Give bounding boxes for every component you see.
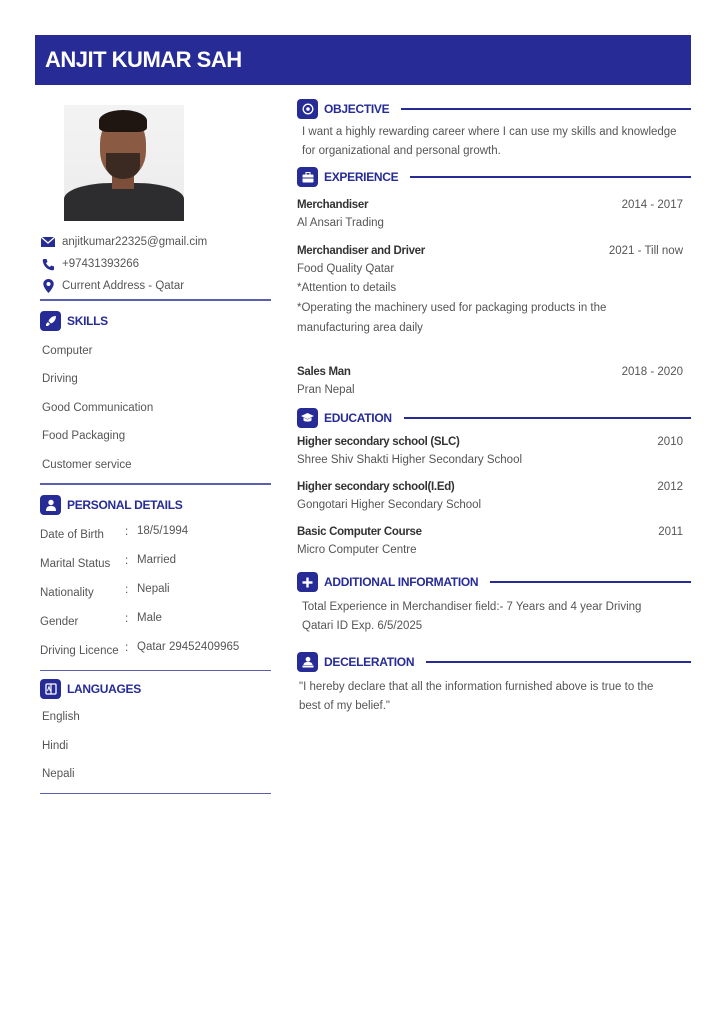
- section-rule: [404, 417, 691, 419]
- detail-row-gender: [40, 608, 271, 637]
- additional-info-heading: [297, 570, 691, 594]
- education-entry: [297, 432, 691, 470]
- detail-colon: :: [125, 555, 129, 567]
- graduation-cap-icon: [297, 408, 318, 428]
- skill-item: Food Packaging: [42, 430, 126, 442]
- left-column: [40, 105, 271, 794]
- detail-label: Marital Status: [40, 558, 111, 570]
- education-entry: [297, 477, 691, 515]
- plus-icon: [297, 572, 318, 592]
- section-rule: [490, 581, 691, 583]
- contact-address: [40, 275, 271, 297]
- education-school: Micro Computer Centre: [297, 544, 417, 556]
- detail-label: Nationality: [40, 587, 94, 599]
- skill-item: Customer service: [42, 458, 132, 471]
- skills-list: [40, 337, 271, 480]
- education-title-text: Higher secondary school(I.Ed): [297, 480, 455, 493]
- section-rule: [426, 661, 691, 663]
- personal-details-list: [40, 521, 271, 666]
- additional-info-line: Qatari ID Exp. 6/5/2025: [302, 620, 423, 632]
- declaration-text: "I hereby declare that all the information furnished above is true to the best of my belief.": [299, 681, 654, 712]
- skills-heading: [40, 309, 271, 333]
- education-school: Shree Shiv Shakti Higher Secondary School: [297, 454, 523, 466]
- divider: [40, 670, 271, 672]
- declaration-title: DECELERATION: [324, 655, 415, 669]
- personal-details-title: PERSONAL DETAILS: [67, 497, 183, 512]
- detail-colon: :: [125, 642, 129, 654]
- rocket-icon: [40, 311, 61, 331]
- location-pin-icon: [40, 279, 56, 293]
- briefcase-icon: [297, 167, 318, 187]
- candidate-name: ANJIT KUMAR SAH: [45, 47, 242, 72]
- language-item: English: [42, 711, 80, 723]
- job-title: Merchandiser: [297, 198, 369, 211]
- detail-row-dob: [40, 521, 271, 550]
- additional-info-line: Total Experience in Merchandiser field:- 7 Years and 4 year Driving: [302, 601, 642, 613]
- education-title-text: Higher secondary school (SLC): [297, 435, 460, 448]
- contact-email: [40, 231, 271, 253]
- right-column: [297, 97, 691, 716]
- job-company: Pran Nepal: [297, 384, 355, 396]
- job-company: Al Ansari Trading: [297, 217, 384, 229]
- objective-text: I want a highly rewarding career where I can use my skills and knowledge for organizational and personal growth.: [302, 126, 677, 157]
- divider: [40, 483, 271, 485]
- phone-icon: [40, 257, 56, 271]
- job-title: Merchandiser and Driver: [297, 244, 425, 257]
- detail-colon: :: [125, 584, 129, 596]
- education-heading: [297, 406, 691, 430]
- languages-heading: [40, 677, 271, 701]
- personal-details-heading: [40, 493, 271, 517]
- detail-label: Driving Licence: [40, 645, 119, 657]
- detail-value: 18/5/1994: [137, 525, 189, 537]
- skill-item: Computer: [42, 344, 93, 357]
- job-detail: *Attention to details: [297, 282, 397, 294]
- profile-photo: [64, 105, 184, 221]
- objective-title: OBJECTIVE: [324, 102, 390, 116]
- languages-list: [40, 703, 271, 789]
- detail-label: Gender: [40, 616, 79, 628]
- additional-info-text: [297, 598, 691, 636]
- divider: [40, 793, 271, 795]
- language-book-icon: [40, 679, 61, 699]
- detail-colon: :: [125, 526, 129, 538]
- detail-value: Qatar 29452409965: [137, 641, 240, 653]
- detail-value: Male: [137, 612, 162, 624]
- user-icon: [40, 495, 61, 515]
- section-rule: [410, 176, 691, 178]
- job-entry: [297, 241, 691, 338]
- resume-header: [35, 35, 691, 85]
- job-title: Sales Man: [297, 365, 351, 378]
- language-item: Nepali: [42, 768, 75, 780]
- objective-heading: [297, 97, 691, 121]
- contact-phone: [40, 253, 271, 275]
- job-entry: [297, 362, 691, 400]
- section-rule: [401, 108, 691, 110]
- detail-row-marital-status: [40, 550, 271, 579]
- experience-heading: [297, 165, 691, 189]
- contact-info: [40, 231, 271, 297]
- education-entry: [297, 522, 691, 560]
- education-title: EDUCATION: [324, 411, 392, 425]
- declaration-heading: [297, 650, 691, 674]
- address-text: Current Address - Qatar: [62, 280, 185, 292]
- person-badge-icon: [297, 652, 318, 672]
- education-year: 2011: [658, 525, 683, 538]
- skills-title: SKILLS: [67, 313, 108, 328]
- job-date: 2014 - 2017: [621, 198, 683, 211]
- detail-colon: :: [125, 613, 129, 625]
- skill-item: Driving: [42, 373, 78, 385]
- target-icon: [297, 99, 318, 119]
- education-year: 2012: [657, 480, 683, 493]
- detail-value: Nepali: [137, 583, 170, 595]
- additional-info-title: ADDITIONAL INFORMATION: [324, 575, 479, 589]
- education-school: Gongotari Higher Secondary School: [297, 499, 482, 511]
- language-item: Hindi: [42, 739, 69, 752]
- divider: [40, 299, 271, 301]
- detail-label: Date of Birth: [40, 529, 104, 541]
- job-date: 2018 - 2020: [621, 365, 683, 378]
- phone-text: +97431393266: [62, 258, 140, 270]
- detail-row-driving-licence: [40, 637, 271, 666]
- languages-title: LANGUAGES: [67, 682, 141, 696]
- experience-title: EXPERIENCE: [324, 170, 399, 184]
- job-company: Food Quality Qatar: [297, 263, 395, 275]
- job-detail: *Operating the machinery used for packaging products in the manufacturing area daily: [297, 302, 607, 334]
- job-date: 2021 - Till now: [608, 244, 683, 257]
- job-entry: [297, 195, 691, 233]
- education-year: 2010: [657, 435, 683, 448]
- skill-item: Good Communication: [42, 401, 154, 414]
- education-title-text: Basic Computer Course: [297, 525, 422, 538]
- envelope-icon: [40, 235, 56, 249]
- detail-value: Married: [137, 554, 176, 566]
- detail-row-nationality: [40, 579, 271, 608]
- email-text: anjitkumar22325@gmail.cim: [62, 236, 208, 248]
